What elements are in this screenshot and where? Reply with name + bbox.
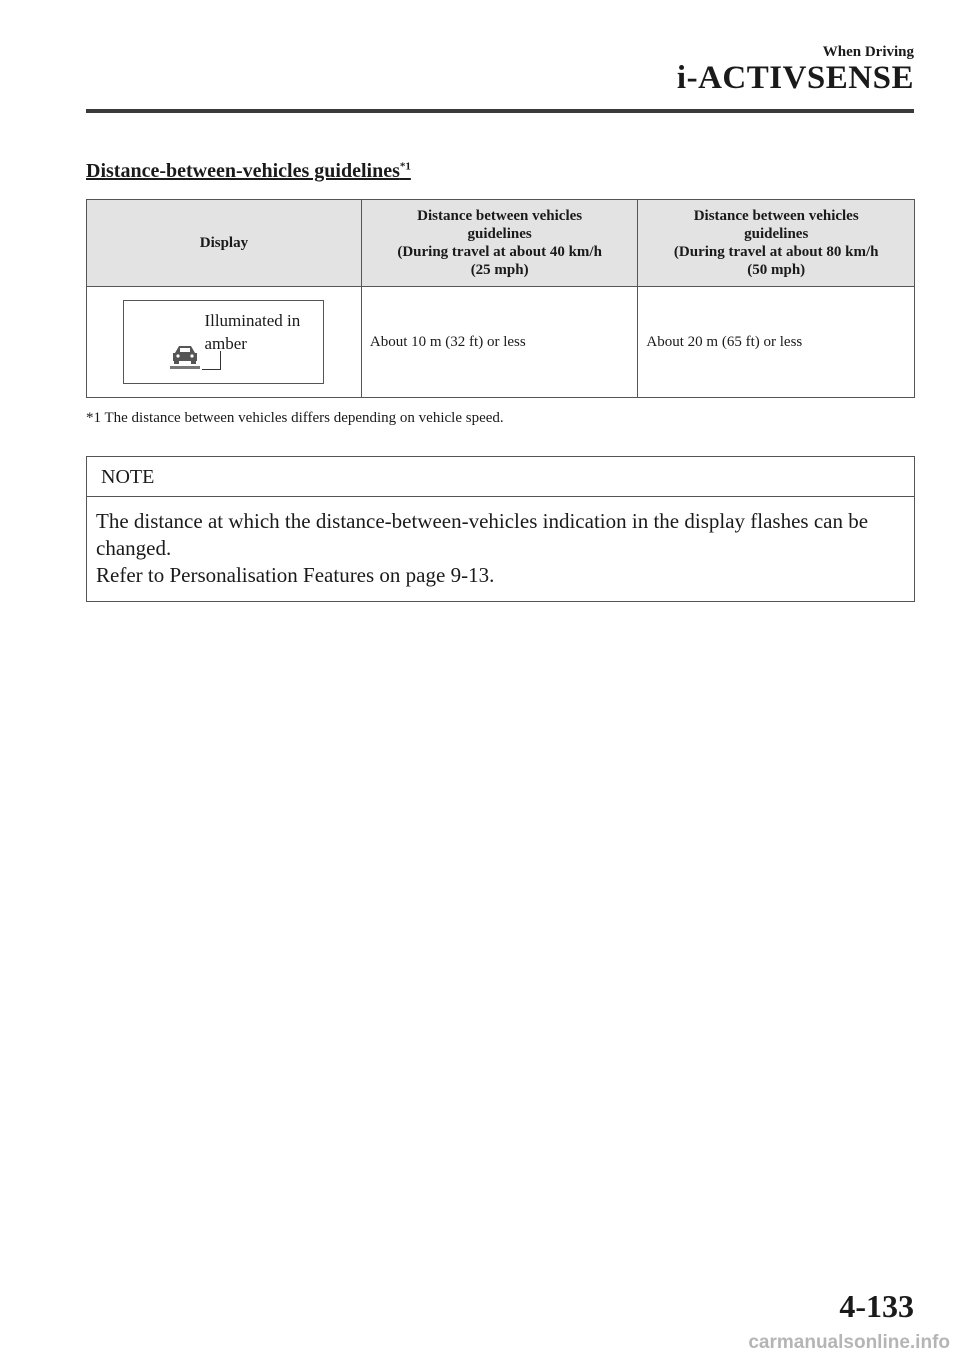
display-cell (87, 287, 362, 398)
note-body (87, 497, 914, 589)
table-row (87, 287, 915, 398)
distance-40-cell: About 10 m (32 ft) or less (361, 287, 638, 398)
table-header-row (87, 200, 915, 287)
column-header-40kmh: Distance between vehicles guidelines (During travel at about 40 km/h (25 mph) (361, 200, 638, 287)
display-label: Illuminated in amber (204, 311, 301, 353)
distance-80-cell: About 20 m (65 ft) or less (638, 287, 915, 398)
vehicle-distance-icon (170, 341, 200, 369)
chapter-name: When Driving (822, 44, 914, 60)
note-title: NOTE (87, 457, 914, 497)
footnote-mark: *1 (399, 160, 411, 173)
note-box (86, 456, 915, 602)
header-divider (86, 109, 914, 113)
distance-guidelines-table (86, 199, 915, 398)
footnote: *1 The distance between vehicles differs depending on vehicle speed. (86, 410, 504, 426)
page-number: 4-133 (839, 1288, 914, 1324)
display-illustration (123, 300, 324, 384)
note-line-2: Refer to Personalisation Features on page 9-13. (96, 563, 495, 587)
section-title: i-ACTIVSENSE (676, 60, 914, 96)
column-header-80kmh: Distance between vehicles guidelines (During travel at about 80 km/h (50 mph) (638, 200, 915, 287)
column-header-display: Display (87, 200, 362, 287)
note-line-1: The distance at which the distance-between-vehicles indication in the display flashes can be changed. (96, 509, 869, 560)
watermark: carmanualsonline.info (748, 1332, 950, 1353)
sub-heading-text: Distance-between-vehicles guidelines (86, 160, 400, 182)
sub-heading (86, 160, 411, 183)
